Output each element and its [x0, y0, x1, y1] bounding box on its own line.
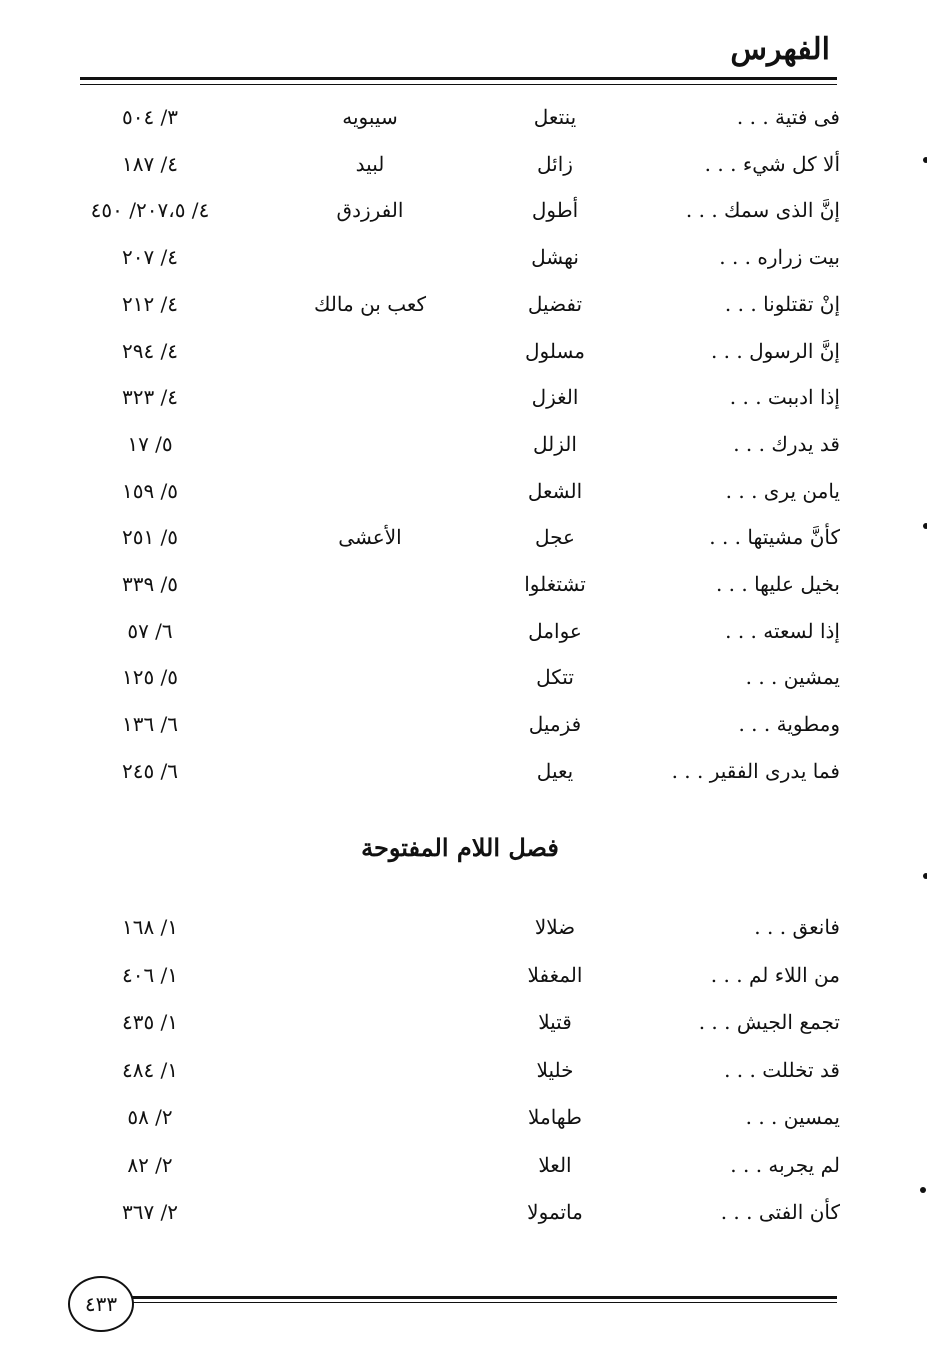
header-rule-thick: [80, 77, 837, 80]
rhyme-word: ماتمولا: [527, 1200, 583, 1224]
page-reference: ١/ ٤٠٦: [121, 962, 179, 987]
page-reference: ٤/ ٢٠٧،٥/ ٤٥٠: [90, 198, 210, 223]
index-row: [0, 754, 927, 788]
margin-dot: [923, 873, 927, 879]
rhyme-word: قتيلا: [538, 1010, 572, 1034]
poet-name: الفرزدق: [336, 198, 404, 223]
verse-incipit: فى فتية . . .: [736, 105, 840, 129]
verse-incipit: يامن يرى . . .: [725, 478, 840, 503]
margin-dot: [923, 157, 927, 163]
index-row: [0, 427, 927, 461]
index-row: [0, 380, 927, 414]
poet-name: لبيد: [355, 151, 385, 176]
poet-name: كعب بن مالك: [313, 291, 427, 316]
rhyme-word: الزلل: [533, 431, 577, 456]
margin-dot: [923, 523, 927, 529]
verse-incipit: إنْ تقتلونا . . .: [724, 291, 840, 316]
rhyme-word: طهاملا: [528, 1105, 582, 1129]
page-reference: ١/ ٤٣٥: [121, 1010, 179, 1034]
index-row: [0, 660, 927, 694]
index-row: [0, 334, 927, 368]
index-row: [0, 567, 927, 601]
rhyme-word: فزميل: [528, 712, 582, 737]
poet-name: [270, 380, 470, 414]
verse-incipit: فانعق . . .: [754, 915, 840, 939]
rhyme-word: تتكل: [536, 665, 574, 690]
rhyme-word: الشعل: [527, 478, 583, 503]
verse-incipit: إذا ادببت . . .: [729, 385, 840, 410]
rhyme-word: ينتعل: [533, 105, 577, 129]
page-reference: ٥/ ١٧: [127, 431, 173, 456]
index-row: [0, 1195, 927, 1229]
index-row: [0, 614, 927, 648]
header-rule-thin: [80, 84, 837, 85]
page-reference: ٦/ ١٣٦: [121, 712, 179, 737]
poet-name: [270, 707, 470, 741]
index-row: [0, 1148, 927, 1182]
index-row: [0, 1100, 927, 1134]
page-reference: ٦/ ٥٧: [127, 618, 173, 643]
rhyme-word: يعيل: [536, 758, 574, 783]
verse-incipit: ومطوية . . .: [738, 712, 840, 737]
index-row: [0, 1053, 927, 1087]
index-row: [0, 147, 927, 181]
verse-incipit: قد تخللت . . .: [724, 1057, 840, 1082]
page-reference: ٤/ ٢٩٤: [121, 338, 179, 363]
poet-name: [270, 754, 470, 788]
index-row: [0, 520, 927, 554]
rhyme-word: زائل: [537, 151, 573, 176]
verse-incipit: يمشين . . .: [745, 665, 840, 690]
index-row: [0, 707, 927, 741]
page-reference: ٥/ ٢٥١: [121, 525, 179, 550]
verse-incipit: كأنَّ مشيتها . . .: [709, 525, 840, 550]
rhyme-word: ضلالا: [534, 915, 576, 939]
index-row: [0, 958, 927, 992]
page-reference: ٤/ ١٨٧: [121, 151, 179, 176]
page-reference: ٤/ ٢٠٧: [121, 245, 179, 270]
rhyme-word: العلا: [538, 1152, 572, 1177]
rhyme-word: عوامل: [528, 618, 582, 643]
rhyme-word: نهشل: [531, 245, 579, 270]
poet-name: [270, 660, 470, 694]
page-reference: ٤/ ٢١٢: [121, 291, 179, 316]
index-row: [0, 474, 927, 508]
page-reference: ٥/ ١٥٩: [121, 478, 179, 503]
section-heading: فصل اللام المفتوحة: [361, 833, 559, 862]
rhyme-word: الغزل: [531, 385, 579, 410]
verse-incipit: قد يدرك . . .: [733, 431, 840, 456]
verse-incipit: من اللاء لم . . .: [710, 962, 840, 987]
verse-incipit: إنَّ الرسول . . .: [710, 338, 840, 363]
index-row: [0, 910, 927, 944]
verse-incipit: لم يجربه . . .: [730, 1152, 840, 1177]
page-reference: ٦/ ٢٤٥: [121, 758, 179, 783]
poet-name: [270, 334, 470, 368]
poet-name: سيبويه: [342, 105, 398, 129]
index-row: [0, 240, 927, 274]
poet-name: [270, 567, 470, 601]
verse-incipit: بيت زراره . . .: [719, 245, 840, 270]
page-header-title: الفهرس: [730, 32, 830, 67]
page-number: ٤٣٣: [84, 1292, 118, 1316]
rhyme-word: مسلول: [524, 338, 586, 363]
rhyme-word: أطول: [531, 198, 579, 223]
page-reference: ٢/ ٥٨: [127, 1105, 173, 1129]
page-reference: ٣/ ٥٠٤: [121, 105, 179, 129]
index-row: [0, 1005, 927, 1039]
verse-incipit: يمسين . . .: [745, 1105, 840, 1129]
page-number-badge: [68, 1276, 134, 1332]
rhyme-word: عجل: [535, 525, 575, 550]
verse-incipit: إذا لسعته . . .: [725, 618, 840, 643]
rhyme-word: تشتغلوا: [524, 572, 586, 596]
index-row: [0, 100, 927, 134]
rhyme-word: تفضيل: [527, 291, 583, 316]
verse-incipit: تجمع الجيش . . .: [698, 1010, 840, 1034]
verse-incipit: ألا كل شيء . . .: [704, 151, 840, 176]
poet-name: الأعشى: [338, 525, 402, 550]
page-reference: ٥/ ٣٣٩: [121, 572, 179, 596]
rhyme-word: خليلا: [536, 1057, 574, 1082]
margin-dot: [920, 1187, 926, 1193]
page-reference: ٥/ ١٢٥: [121, 665, 179, 690]
poet-name: [270, 427, 470, 461]
page-reference: ١/ ٤٨٤: [121, 1057, 179, 1082]
poet-name: [270, 474, 470, 508]
verse-incipit: فما يدرى الفقير . . .: [671, 758, 840, 783]
rhyme-word: المغفلا: [527, 962, 583, 987]
index-row: [0, 287, 927, 321]
page-reference: ٤/ ٣٢٣: [121, 385, 179, 410]
verse-incipit: بخيل عليها . . .: [715, 572, 840, 596]
page-reference: ٢/ ٣٦٧: [121, 1200, 179, 1224]
poet-name: [270, 240, 470, 274]
poet-name: [270, 614, 470, 648]
verse-incipit: إنَّ الذى سمك . . .: [685, 198, 840, 223]
verse-incipit: كأن الفتى . . .: [720, 1200, 840, 1224]
page-reference: ١/ ١٦٨: [121, 915, 179, 939]
page-reference: ٢/ ٨٢: [127, 1152, 173, 1177]
footer-rule-thin: [130, 1302, 837, 1303]
index-row: [0, 193, 927, 227]
footer-rule-thick: [130, 1296, 837, 1299]
